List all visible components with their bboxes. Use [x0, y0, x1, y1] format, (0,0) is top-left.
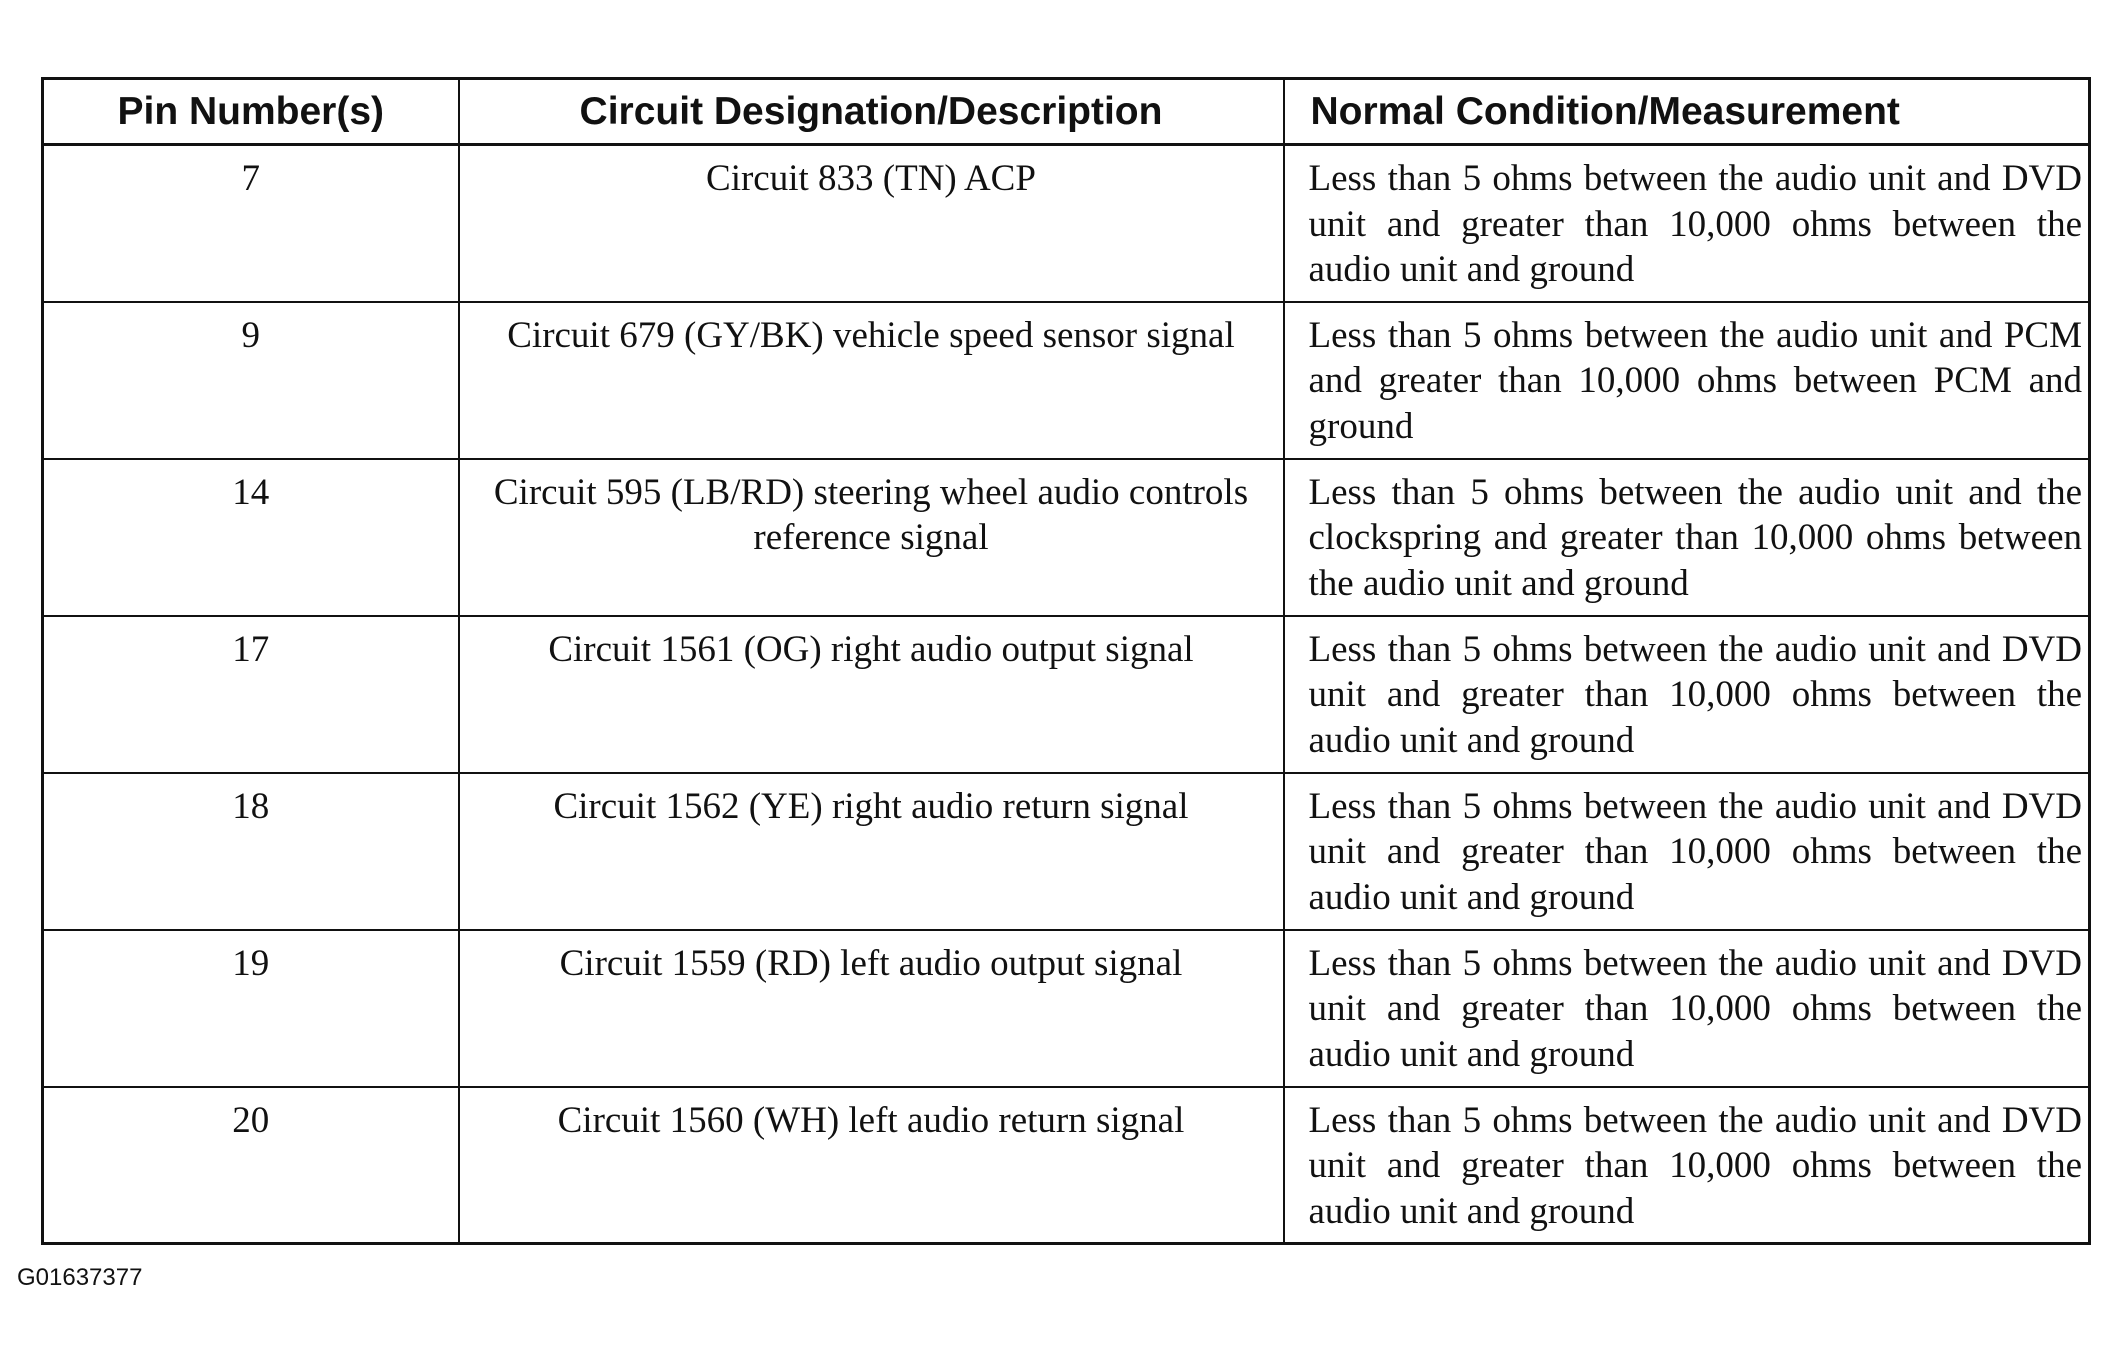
pin-cell: 20: [43, 1087, 459, 1244]
measurement-cell: Less than 5 ohms between the audio unit and the clockspring and greater than 10,000 ohms between the audio unit and ground: [1284, 459, 2090, 616]
description-cell: Circuit 679 (GY/BK) vehicle speed sensor signal: [459, 302, 1284, 459]
measurement-cell: Less than 5 ohms between the audio unit and DVD unit and greater than 10,000 ohms between the audio unit and ground: [1284, 773, 2090, 930]
description-cell: Circuit 1559 (RD) left audio output signal: [459, 930, 1284, 1087]
pin-measurement-table-container: [41, 77, 2088, 1245]
table-row: [43, 302, 2090, 459]
description-cell: Circuit 1560 (WH) left audio return signal: [459, 1087, 1284, 1244]
table-row: [43, 930, 2090, 1087]
table-row: [43, 1087, 2090, 1244]
pin-cell: 9: [43, 302, 459, 459]
measurement-cell: Less than 5 ohms between the audio unit and DVD unit and greater than 10,000 ohms between the audio unit and ground: [1284, 1087, 2090, 1244]
description-cell: Circuit 1562 (YE) right audio return signal: [459, 773, 1284, 930]
pin-measurement-table: [41, 77, 2091, 1245]
table-header-row: [43, 79, 2090, 145]
description-cell: Circuit 1561 (OG) right audio output signal: [459, 616, 1284, 773]
table-row: [43, 616, 2090, 773]
header-normal-condition: Normal Condition/Measurement: [1284, 79, 2090, 145]
measurement-cell: Less than 5 ohms between the audio unit and DVD unit and greater than 10,000 ohms between the audio unit and ground: [1284, 145, 2090, 302]
pin-cell: 14: [43, 459, 459, 616]
table-row: [43, 773, 2090, 930]
table-row: [43, 459, 2090, 616]
measurement-cell: Less than 5 ohms between the audio unit and PCM and greater than 10,000 ohms between PCM and ground: [1284, 302, 2090, 459]
measurement-cell: Less than 5 ohms between the audio unit and DVD unit and greater than 10,000 ohms between the audio unit and ground: [1284, 616, 2090, 773]
header-circuit-description: Circuit Designation/Description: [459, 79, 1284, 145]
table-row: [43, 145, 2090, 302]
pin-cell: 18: [43, 773, 459, 930]
header-pin-numbers: Pin Number(s): [43, 79, 459, 145]
description-cell: Circuit 833 (TN) ACP: [459, 145, 1284, 302]
pin-cell: 19: [43, 930, 459, 1087]
measurement-cell: Less than 5 ohms between the audio unit and DVD unit and greater than 10,000 ohms between the audio unit and ground: [1284, 930, 2090, 1087]
figure-id-label: G01637377: [17, 1264, 143, 1291]
pin-cell: 7: [43, 145, 459, 302]
pin-cell: 17: [43, 616, 459, 773]
description-cell: Circuit 595 (LB/RD) steering wheel audio controls reference signal: [459, 459, 1284, 616]
